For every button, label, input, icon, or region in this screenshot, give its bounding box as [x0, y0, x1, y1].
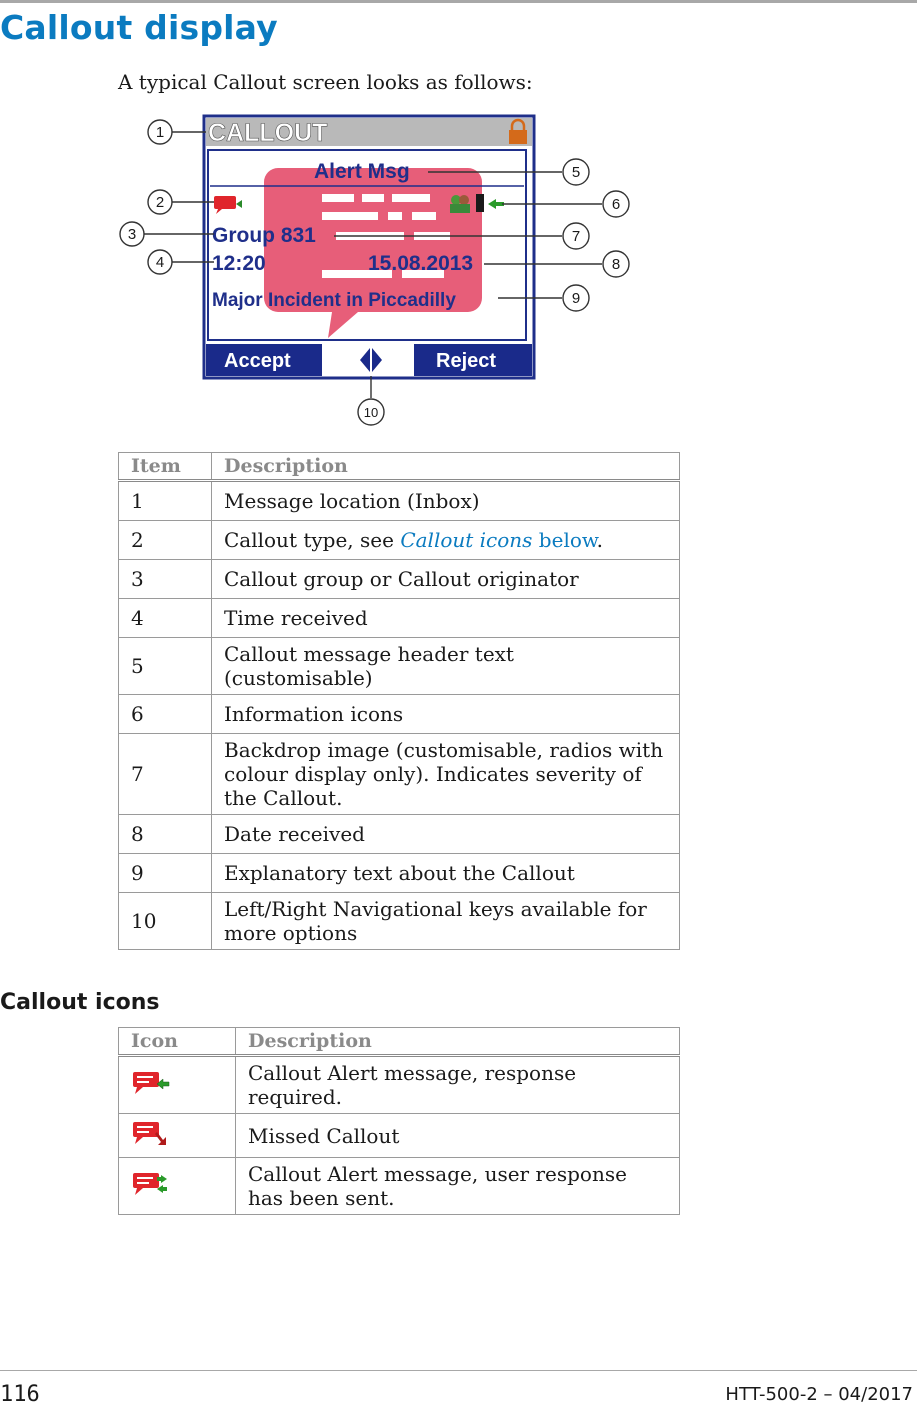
icon-description: Callout Alert message, response required. [236, 1056, 680, 1114]
column-header-item: Item [119, 453, 212, 481]
item-description: Left/Right Navigational keys available for more options [212, 893, 680, 950]
table-row [119, 1158, 680, 1215]
callout-number-4: 4 [155, 254, 165, 271]
footer-rule [0, 1370, 917, 1371]
item-description [212, 521, 680, 560]
table-row [119, 695, 680, 734]
item-description: Callout group or Callout originator [212, 560, 680, 599]
icon-cell [119, 1158, 236, 1215]
callout-number-8: 8 [611, 256, 621, 273]
table-row [119, 560, 680, 599]
icon-cell [119, 1056, 236, 1114]
item-number: 8 [119, 815, 212, 854]
table-row [119, 481, 680, 521]
callout-response-sent-icon [131, 1169, 171, 1199]
icons-table [118, 1027, 680, 1215]
table-row [119, 599, 680, 638]
desc-prefix: Callout type, see [224, 528, 401, 552]
page-title: Callout display [0, 8, 278, 47]
missed-callout-icon [131, 1118, 171, 1148]
table-row [119, 521, 680, 560]
group-text: Group 831 [212, 224, 316, 247]
message-text: Major Incident in Piccadilly [212, 290, 456, 311]
table-row [119, 815, 680, 854]
item-number: 3 [119, 560, 212, 599]
callout-number-3: 3 [127, 226, 137, 243]
callout-number-10: 10 [363, 405, 379, 420]
item-number: 2 [119, 521, 212, 560]
screen-title: CALLOUT [208, 119, 328, 147]
item-number: 6 [119, 695, 212, 734]
callout-screen-figure [118, 108, 638, 430]
item-number: 4 [119, 599, 212, 638]
below-link[interactable]: below [532, 528, 597, 552]
item-description: Explanatory text about the Callout [212, 854, 680, 893]
section-title-callout-icons: Callout icons [0, 990, 160, 1015]
item-description: Date received [212, 815, 680, 854]
column-header-icon: Icon [119, 1028, 236, 1056]
callout-number-7: 7 [571, 228, 581, 245]
table-header-row [119, 453, 680, 481]
item-number: 5 [119, 638, 212, 695]
callout-icons-link[interactable]: Callout icons [400, 528, 533, 552]
desc-suffix: . [596, 528, 603, 552]
page-number: 116 [0, 1382, 40, 1407]
table-row [119, 638, 680, 695]
callout-number-6: 6 [611, 196, 621, 213]
time-text: 12:20 [212, 252, 266, 275]
callout-alert-response-required-icon [131, 1068, 171, 1098]
table-row [119, 854, 680, 893]
table-row [119, 893, 680, 950]
table-row [119, 1056, 680, 1114]
item-description: Time received [212, 599, 680, 638]
callout-number-5: 5 [571, 164, 581, 181]
item-description: Message location (Inbox) [212, 481, 680, 521]
item-description: Callout message header text (customisable) [212, 638, 680, 695]
table-header-row [119, 1028, 680, 1056]
item-number: 1 [119, 481, 212, 521]
intro-text: A typical Callout screen looks as follows: [118, 70, 533, 94]
icon-description: Missed Callout [236, 1114, 680, 1158]
callout-number-1: 1 [155, 124, 165, 141]
item-description: Backdrop image (customisable, radios with colour display only). Indicates severity of the Callout. [212, 734, 680, 815]
softkey-reject-label: Reject [436, 350, 497, 372]
table-row [119, 734, 680, 815]
date-text: 15.08.2013 [368, 252, 474, 275]
items-table [118, 452, 680, 950]
item-description: Information icons [212, 695, 680, 734]
document-code: HTT-500-2 – 04/2017 [725, 1384, 913, 1405]
callout-number-9: 9 [571, 290, 581, 307]
table-row [119, 1114, 680, 1158]
item-number: 9 [119, 854, 212, 893]
header-text: Alert Msg [314, 160, 410, 183]
column-header-description: Description [212, 453, 680, 481]
softkey-accept-label: Accept [224, 350, 291, 372]
item-number: 10 [119, 893, 212, 950]
item-number: 7 [119, 734, 212, 815]
icon-description: Callout Alert message, user response has been sent. [236, 1158, 680, 1215]
column-header-description: Description [236, 1028, 680, 1056]
icon-cell [119, 1114, 236, 1158]
top-rule [0, 0, 917, 3]
callout-number-2: 2 [155, 194, 165, 211]
